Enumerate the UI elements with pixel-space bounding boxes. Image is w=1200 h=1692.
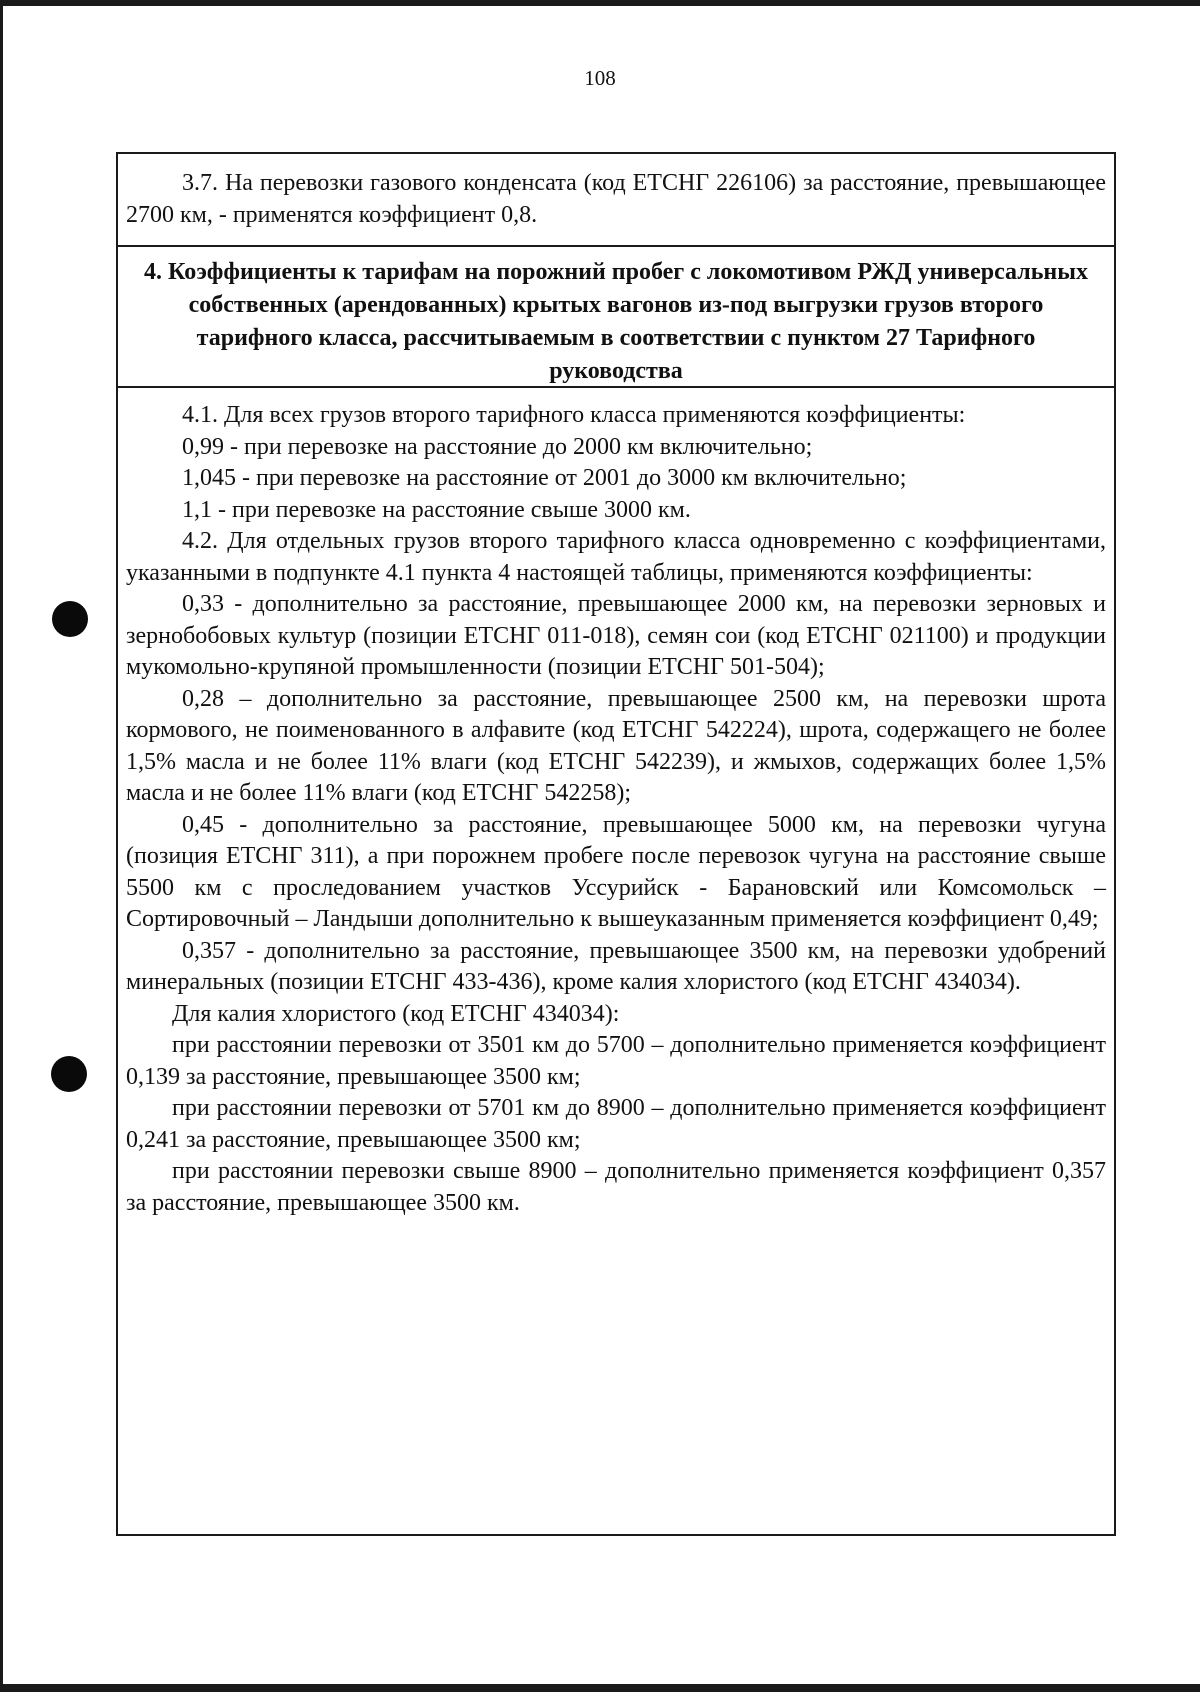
- paragraph-4-2: 4.2. Для отдельных грузов второго тарифного класса одновременно с коэффициентами, указанными в подпункте 4.1 пункта 4 настоящей таблицы, применяются коэффициенты:: [126, 528, 1106, 586]
- paragraph-coef-1-045: 1,045 - при перевозке на расстояние от 2001 до 3000 км включительно;: [182, 465, 907, 491]
- paragraph-range-over-8900: при расстоянии перевозки свыше 8900 – дополнительно применяется коэффициент 0,357 за расстояние, превышающее 3500 км.: [126, 1158, 1106, 1216]
- paragraph-range-5701-8900: при расстоянии перевозки от 5701 км до 8900 – дополнительно применяется коэффициент 0,241 за расстояние, превышающее 3500 км;: [126, 1095, 1106, 1153]
- tariff-table: [116, 152, 1116, 1536]
- paragraph-coef-0-33: 0,33 - дополнительно за расстояние, превышающее 2000 км, на перевозки зерновых и зернобобовых культур (позиции ЕТСНГ 011-018), семян сои (код ЕТСНГ 021100) и продукции мукомольно-крупяной промышленности (позиции ЕТСНГ 501-504);: [126, 591, 1106, 680]
- paragraph-3-7: 3.7. На перевозки газового конденсата (код ЕТСНГ 226106) за расстояние, превышающее 2700 км, - применятся коэффициент 0,8.: [126, 170, 1106, 228]
- paragraph-coef-1-1: 1,1 - при перевозке на расстояние свыше 3000 км.: [182, 496, 691, 523]
- paragraph-potassium-chloride: Для калия хлористого (код ЕТСНГ 434034):: [172, 1000, 620, 1027]
- paragraph-coef-0-99: 0,99 - при перевозке на расстояние до 2000 км включительно;: [182, 433, 813, 460]
- table-row-3-7: [118, 154, 1114, 247]
- scan-edge-left: [0, 0, 3, 1692]
- paragraph-4-1: 4.1. Для всех грузов второго тарифного класса применяются коэффициенты:: [182, 402, 966, 428]
- punch-hole: [51, 1056, 87, 1092]
- page-number: 108: [584, 66, 616, 90]
- punch-hole: [52, 601, 88, 637]
- paragraph-coef-0-357: 0,357 - дополнительно за расстояние, превышающее 3500 км, на перевозки удобрений минеральных (позиции ЕТСНГ 433-436), кроме калия хлористого (код ЕТСНГ 434034).: [126, 937, 1106, 995]
- paragraph-coef-0-28: 0,28 – дополнительно за расстояние, превышающее 2500 км, на перевозки шрота кормового, не поименованного в алфавите (код ЕТСНГ 542224), шрота, содержащего не более 1,5% масла и не более 11% влаги (код ЕТСНГ 542239), и жмыхов, содержащих более 1,5% масла и не более 11% влаги (код ЕТСНГ 542258);: [126, 685, 1106, 806]
- paragraph-coef-0-45: 0,45 - дополнительно за расстояние, превышающее 5000 км, на перевозки чугуна (позиция ЕТСНГ 311), а при порожнем пробеге после перевозок чугуна на расстояние свыше 5500 км с проследованием участков Уссурийск - Барановский или Комсомольск – Сортировочный – Ландыши дополнительно к вышеуказанным применяется коэффициент 0,49;: [126, 811, 1106, 932]
- scan-edge-top: [0, 0, 1200, 6]
- paragraph-range-3501-5700: при расстоянии перевозки от 3501 км до 5700 – дополнительно применяется коэффициент 0,139 за расстояние, превышающее 3500 км;: [126, 1032, 1106, 1090]
- table-row-section-4-body: [118, 388, 1114, 1219]
- scan-edge-bottom: [0, 1684, 1200, 1692]
- table-row-section-4-heading: [118, 247, 1114, 388]
- section-4-heading: 4. Коэффициенты к тарифам на порожний пробег с локомотивом РЖД универсальных собственных (арендованных) крытых вагонов из-под выгрузки грузов второго тарифного класса, рассчитываемым в соответствии с пунктом 27 Тарифного руководства: [144, 259, 1088, 384]
